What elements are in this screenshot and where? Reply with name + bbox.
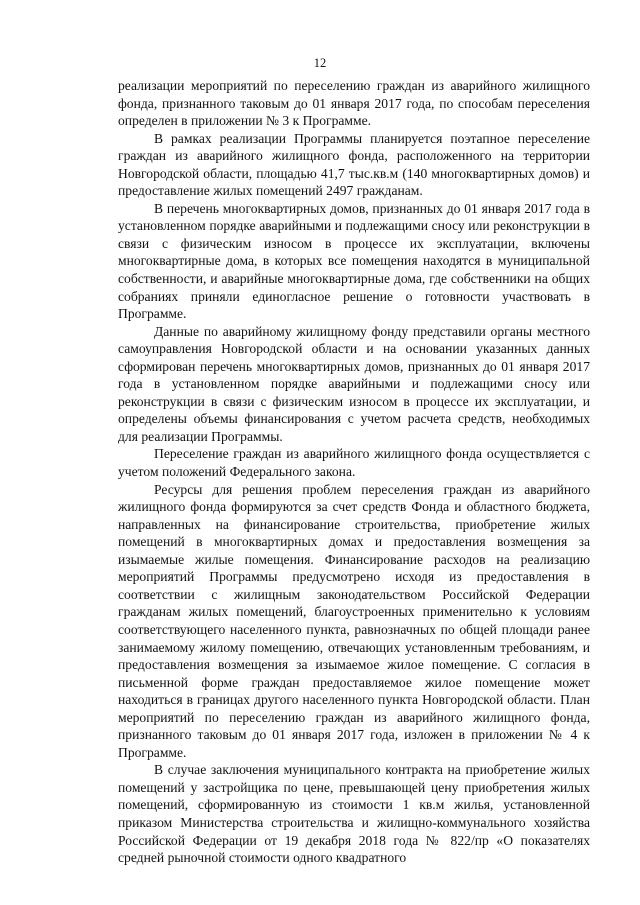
paragraph-7: В случае заключения муниципального контракта на приобретение жилых помещений у застройщика по цене, превышающей цену приобретения жилых помещений, сформированную из стоимости 1 кв.м жилья, установленной приказом Министерства строительства и жилищно-коммунального хозяйства Российской Федерации от 19 декабря 2018 года № 822/пр «О показателях средней рыночной стоимости одного квадратного: [118, 762, 590, 866]
paragraph-3: В перечень многоквартирных домов, признанных до 01 января 2017 года в установленном порядке аварийными и подлежащими сносу или реконструкции в связи с физическим износом в процессе их эксплуатации, включены многоквартирные дома, в которых все помещения находятся в муниципальной собственности, и аварийные многоквартирные дома, где собственники на общих собраниях приняли единогласное решение о готовности участвовать в Программе.: [118, 200, 590, 322]
paragraph-5: Переселение граждан из аварийного жилищного фонда осуществляется с учетом положений Федерального закона.: [118, 446, 590, 480]
paragraph-4: Данные по аварийному жилищному фонду представили органы местного самоуправления Новгородской области и на основании указанных данных сформирован перечень многоквартирных домов, признанных до 01 января 2017 года в установленном порядке аварийными и подлежащими сносу или реконструкции в связи с физическим износом в процессе их эксплуатации, и определены объемы финансирования с учетом расчета средств, необходимых для реализации Программы.: [118, 323, 590, 444]
page-number: 12: [313, 56, 327, 70]
paragraph-6: Ресурсы для решения проблем переселения граждан из аварийного жилищного фонда формируются за счет средств Фонда и областного бюджета, направленных на финансирование строительства, приобретение жилых помещений в многоквартирных домах и предоставления возмещения за изымаемые жилые помещения. Финансирование расходов на реализацию мероприятий Программы предусмотрено исходя из предоставления в соответствии с жилищным законодательством Российской Федерации гражданам жилых помещений, благоустроенных применительно к условиям соответствующего населенного пункта, равнозначных по общей площади ранее занимаемому жилому помещению, отвечающих установленным требованиям, и предоставления возмещения за изымаемое жилое помещение. С согласия в письменной форме граждан предоставляемое жилое помещение может находиться в границах другого населенного пункта Новгородской области. План мероприятий по переселению граждан из аварийного жилищного фонда, признанного таковым до 01 января 2017 года, изложен в приложении № 4 к Программе.: [118, 481, 590, 760]
paragraph-2: В рамках реализации Программы планируется поэтапное переселение граждан из аварийного жилищного фонда, расположенного на территории Новгородской области, площадью 41,7 тыс.кв.м (140 многоквартирных домов) и предоставление жилых помещений 2497 гражданам.: [118, 130, 590, 199]
paragraph-1: реализации мероприятий по переселению граждан из аварийного жилищного фонда, признанного таковым до 01 января 2017 года, по способам переселения определен в приложении № 3 к Программе.: [118, 78, 590, 129]
document-body: [118, 77, 590, 867]
